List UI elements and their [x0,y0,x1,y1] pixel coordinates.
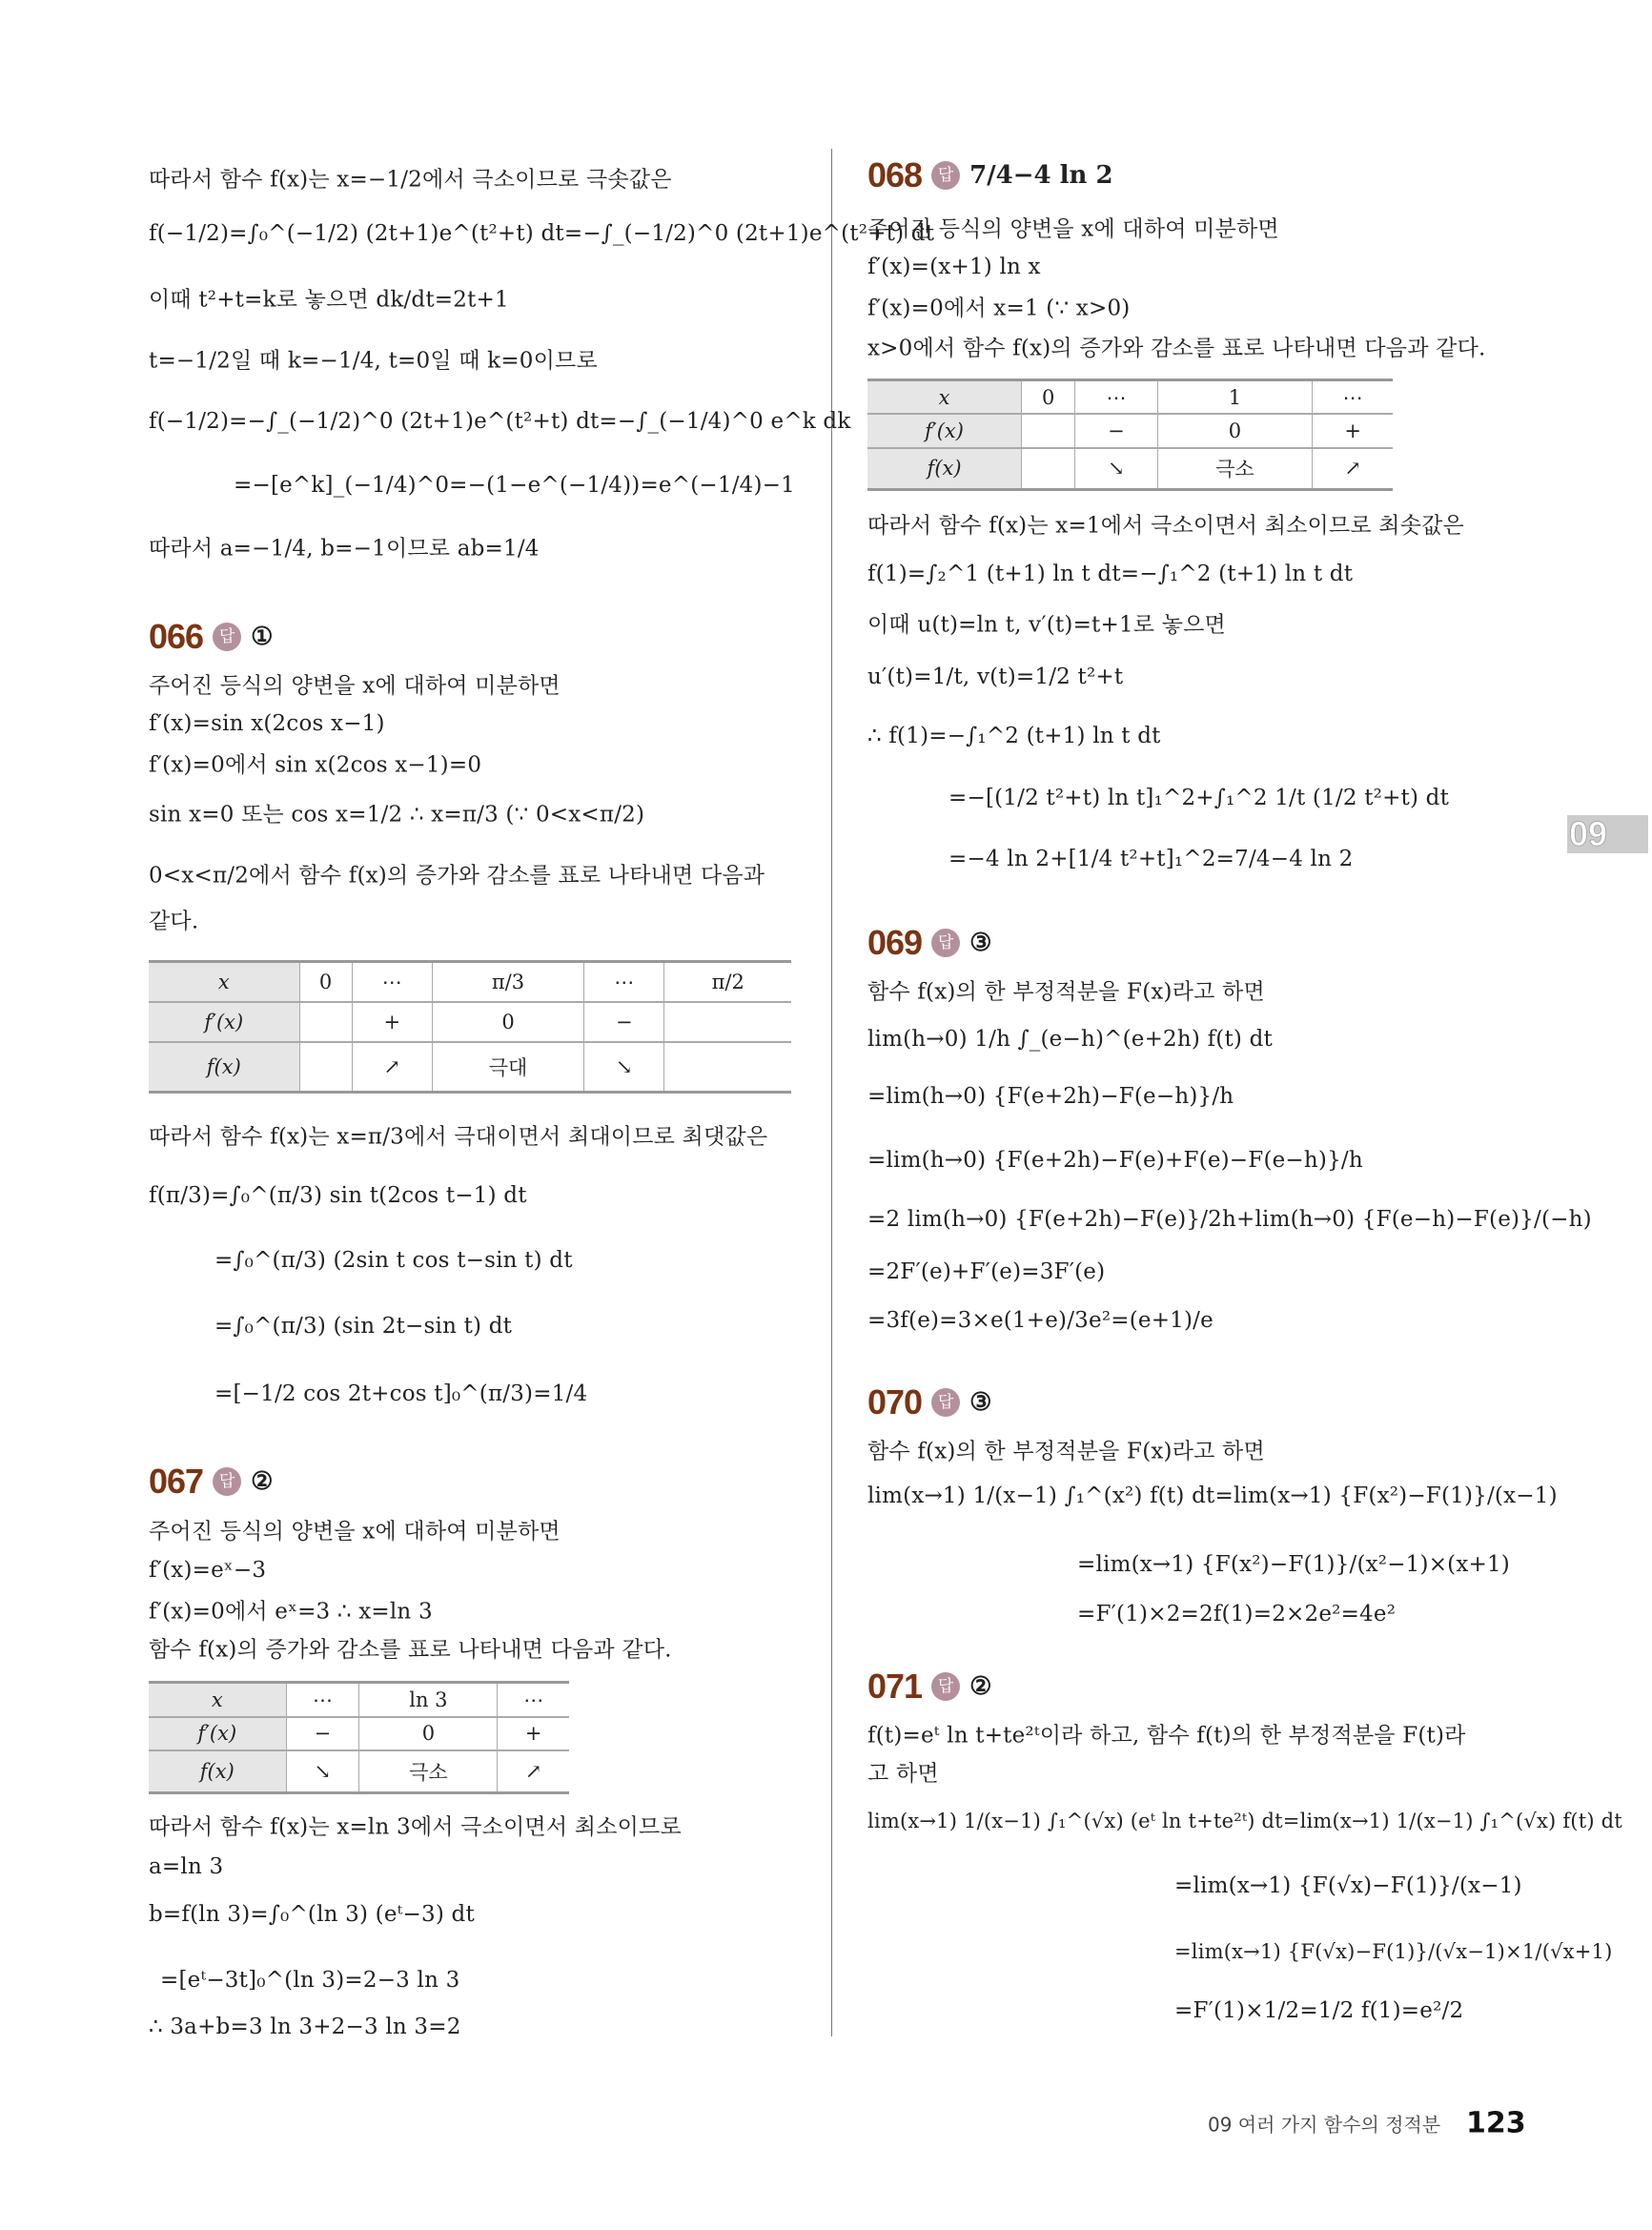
table-cell: − [286,1717,359,1750]
equation-line: =−4 ln 2+[1/4 t²+t]₁^2=7/4−4 ln 2 [948,847,1354,871]
table-cell: 극대 [432,1042,583,1092]
text-line: 따라서 함수 f(x)는 x=π/3에서 극대이면서 최대이므로 최댓값은 [149,1124,768,1150]
text-line: 고 하면 [867,1761,939,1787]
text-line: f(t)=eᵗ ln t+te²ᵗ이라 하고, 함수 f(t)의 한 부정적분을 F(t)라 [867,1723,1466,1749]
chapter-side-tab: 09 [1567,815,1648,853]
problem-header-069 [867,923,991,963]
table-cell: ln 3 [359,1683,498,1717]
equation-line: =∫₀^(π/3) (2sin t cos t−sin t) dt [214,1248,573,1273]
problem-number: 070 [867,1382,923,1422]
answer: ② [969,1672,992,1701]
table-cell: − [584,1002,664,1042]
table-row [867,414,1393,447]
variation-table-066 [149,960,791,1094]
table-cell: f(x) [149,1042,299,1092]
equation-line: f(−1/2)=−∫_(−1/2)^0 (2t+1)e^(t²+t) dt=−∫_(−1/4)^0 e^k dk [149,409,851,434]
problem-header-070 [867,1382,991,1422]
table-cell: x [867,380,1022,415]
table-row [867,448,1393,490]
equation-line: =[eᵗ−3t]₀^(ln 3)=2−3 ln 3 [160,1968,460,1993]
table-cell: π/2 [664,962,791,1003]
answer: ③ [969,929,992,957]
answer-badge-icon: 답 [931,1388,960,1417]
table-cell: 극소 [359,1750,498,1792]
table-cell: 극소 [1157,448,1313,490]
table-cell: f′(x) [867,414,1022,447]
table-cell: + [352,1002,432,1042]
table-cell: − [1075,414,1157,447]
table-row [149,962,791,1003]
text-line: 함수 f(x)의 한 부정적분을 F(x)라고 하면 [867,979,1265,1005]
equation-line: ∴ f(1)=−∫₁^2 (t+1) ln t dt [867,724,1161,748]
equation-line: =−[(1/2 t²+t) ln t]₁^2+∫₁^2 1/t (1/2 t²+t) dt [948,786,1450,810]
table-row [149,1042,791,1092]
text-line: 이때 u(t)=ln t, v′(t)=t+1로 놓으면 [867,612,1226,638]
equation-line: f′(x)=0에서 x=1 (∵ x>0) [867,296,1131,321]
table-cell: ↘ [286,1750,359,1792]
table-cell: ⋯ [352,962,432,1003]
table-cell: x [149,962,299,1003]
equation-line: =2 lim(h→0) {F(e+2h)−F(e)}/2h+lim(h→0) {F(e−h)−F(e)}/(−h) [867,1207,1592,1232]
table-cell: 0 [359,1717,498,1750]
equation-line: =∫₀^(π/3) (sin 2t−sin t) dt [214,1314,513,1339]
problem-header-066 [149,617,273,657]
equation-line: f′(x)=0에서 eˣ=3 ∴ x=ln 3 [149,1599,433,1625]
text-line: 같다. [149,909,199,934]
problem-number: 068 [867,155,923,194]
table-cell: 0 [432,1002,583,1042]
equation-line: f(−1/2)=∫₀^(−1/2) (2t+1)e^(t²+t) dt=−∫_(−1/2)^0 (2t+1)e^(t²+t) dt [149,221,935,246]
equation-line: lim(x→1) 1/(x−1) ∫₁^(x²) f(t) dt=lim(x→1) {F(x²)−F(1)}/(x−1) [867,1483,1558,1508]
equation-line: ∴ 3a+b=3 ln 3+2−3 ln 3=2 [149,2015,461,2039]
text-line: 주어진 등식의 양변을 x에 대하여 미분하면 [149,1519,561,1545]
answer-badge-icon: 답 [931,929,960,957]
problem-number: 071 [867,1667,923,1706]
equation-line: =[−1/2 cos 2t+cos t]₀^(π/3)=1/4 [214,1381,588,1406]
text-line: 이때 t²+t=k로 놓으면 dk/dt=2t+1 [149,287,509,313]
equation-line: lim(x→1) 1/(x−1) ∫₁^(√x) (eᵗ ln t+te²ᵗ) dt=lim(x→1) 1/(x−1) ∫₁^(√x) f(t) dt [867,1810,1622,1832]
answer-badge-icon: 답 [931,1672,960,1701]
table-row [867,380,1393,415]
table-cell: ⋯ [286,1683,359,1717]
equation-line: =3f(e)=3×e(1+e)/3e²=(e+1)/e [867,1308,1214,1333]
table-cell: 1 [1157,380,1313,415]
variation-table-067 [149,1681,569,1794]
answer-badge-icon: 답 [931,161,960,190]
table-cell: + [1313,414,1393,447]
table-cell: ↘ [1075,448,1157,490]
equation-line: =lim(x→1) {F(√x)−F(1)}/(√x−1)×1/(√x+1) [1174,1940,1613,1963]
equation-line: =2F′(e)+F′(e)=3F′(e) [867,1259,1106,1284]
table-cell: 0 [299,962,352,1003]
table-cell: ↗ [498,1750,569,1792]
footer-chapter-title: 09 여러 가지 함수의 정적분 [1208,2113,1441,2137]
table-cell [299,1042,352,1092]
text-line: 따라서 함수 f(x)는 x=−1/2에서 극소이므로 극솟값은 [149,167,672,193]
equation-line: =−[e^k]_(−1/4)^0=−(1−e^(−1/4))=e^(−1/4)−1 [234,473,795,498]
table-row [149,1683,569,1717]
answer: ① [251,623,274,651]
problem-number: 069 [867,923,923,962]
text-line: 따라서 함수 f(x)는 x=ln 3에서 극소이면서 최소이므로 [149,1814,682,1840]
table-row [149,1002,791,1042]
equation-line: a=ln 3 [149,1854,224,1879]
equation-line: f(π/3)=∫₀^(π/3) sin t(2cos t−1) dt [149,1183,527,1208]
equation-line: f′(x)=(x+1) ln x [867,255,1041,279]
table-cell: f(x) [149,1750,286,1792]
equation-line: lim(h→0) 1/h ∫_(e−h)^(e+2h) f(t) dt [867,1027,1273,1052]
table-cell: f(x) [867,448,1022,490]
answer: ③ [969,1388,992,1417]
page-number: 123 [1466,2106,1526,2140]
text-line: 주어진 등식의 양변을 x에 대하여 미분하면 [149,673,561,699]
table-cell [1022,414,1075,447]
answer-badge-icon: 답 [213,623,241,651]
table-cell: ⋯ [498,1683,569,1717]
text-line: 따라서 함수 f(x)는 x=1에서 극소이면서 최소이므로 최솟값은 [867,513,1464,539]
equation-line: =lim(h→0) {F(e+2h)−F(e−h)}/h [867,1084,1234,1109]
table-cell [299,1002,352,1042]
equation-line: =F′(1)×2=2f(1)=2×2e²=4e² [1077,1602,1397,1626]
equation-line: f(1)=∫₂^1 (t+1) ln t dt=−∫₁^2 (t+1) ln t dt [867,562,1354,586]
answer: 7/4−4 ln 2 [969,161,1113,190]
problem-number: 066 [149,617,204,656]
equation-line: f′(x)=sin x(2cos x−1) [149,711,385,736]
text-line: x>0에서 함수 f(x)의 증가와 감소를 표로 나타내면 다음과 같다. [867,336,1486,361]
problem-header-068 [867,155,1113,195]
table-cell [664,1002,791,1042]
table-cell: π/3 [432,962,583,1003]
problem-header-071 [867,1667,991,1707]
equation-line: =lim(x→1) {F(x²)−F(1)}/(x²−1)×(x+1) [1077,1552,1510,1577]
table-cell: ⋯ [1075,380,1157,415]
text-line: 함수 f(x)의 증가와 감소를 표로 나타내면 다음과 같다. [149,1637,672,1663]
table-cell: 0 [1157,414,1313,447]
equation-line: =lim(h→0) {F(e+2h)−F(e)+F(e)−F(e−h)}/h [867,1148,1363,1173]
equation-line: =F′(1)×1/2=1/2 f(1)=e²/2 [1174,1998,1464,2023]
table-cell: 0 [1022,380,1075,415]
equation-line: f′(x)=eˣ−3 [149,1558,267,1583]
equation-line: sin x=0 또는 cos x=1/2 ∴ x=π/3 (∵ 0<x<π/2) [149,802,645,828]
table-cell [664,1042,791,1092]
text-line: 함수 f(x)의 한 부정적분을 F(x)라고 하면 [867,1439,1265,1464]
answer-badge-icon: 답 [213,1467,241,1496]
variation-table-068 [867,378,1393,491]
table-cell: ⋯ [1313,380,1393,415]
table-cell [1022,448,1075,490]
equation-line: u′(t)=1/t, v(t)=1/2 t²+t [867,665,1124,689]
problem-header-067 [149,1462,273,1502]
table-cell: ⋯ [584,962,664,1003]
table-cell: f′(x) [149,1717,286,1750]
problem-number: 067 [149,1462,204,1501]
table-cell: x [149,1683,286,1717]
table-cell: ↗ [1313,448,1393,490]
text-line: 주어진 등식의 양변을 x에 대하여 미분하면 [867,216,1279,242]
text-line: 따라서 a=−1/4, b=−1이므로 ab=1/4 [149,536,540,562]
table-cell: ↗ [352,1042,432,1092]
table-row [149,1750,569,1792]
table-row [149,1717,569,1750]
equation-line: b=f(ln 3)=∫₀^(ln 3) (eᵗ−3) dt [149,1902,475,1927]
text-line: t=−1/2일 때 k=−1/4, t=0일 때 k=0이므로 [149,348,598,374]
table-cell: ↘ [584,1042,664,1092]
answer: ② [251,1467,274,1496]
text-line: 0<x<π/2에서 함수 f(x)의 증가와 감소를 표로 나타내면 다음과 [149,863,765,889]
equation-line: =lim(x→1) {F(√x)−F(1)}/(x−1) [1174,1873,1522,1898]
table-cell: f′(x) [149,1002,299,1042]
equation-line: f′(x)=0에서 sin x(2cos x−1)=0 [149,752,482,778]
table-cell: + [498,1717,569,1750]
